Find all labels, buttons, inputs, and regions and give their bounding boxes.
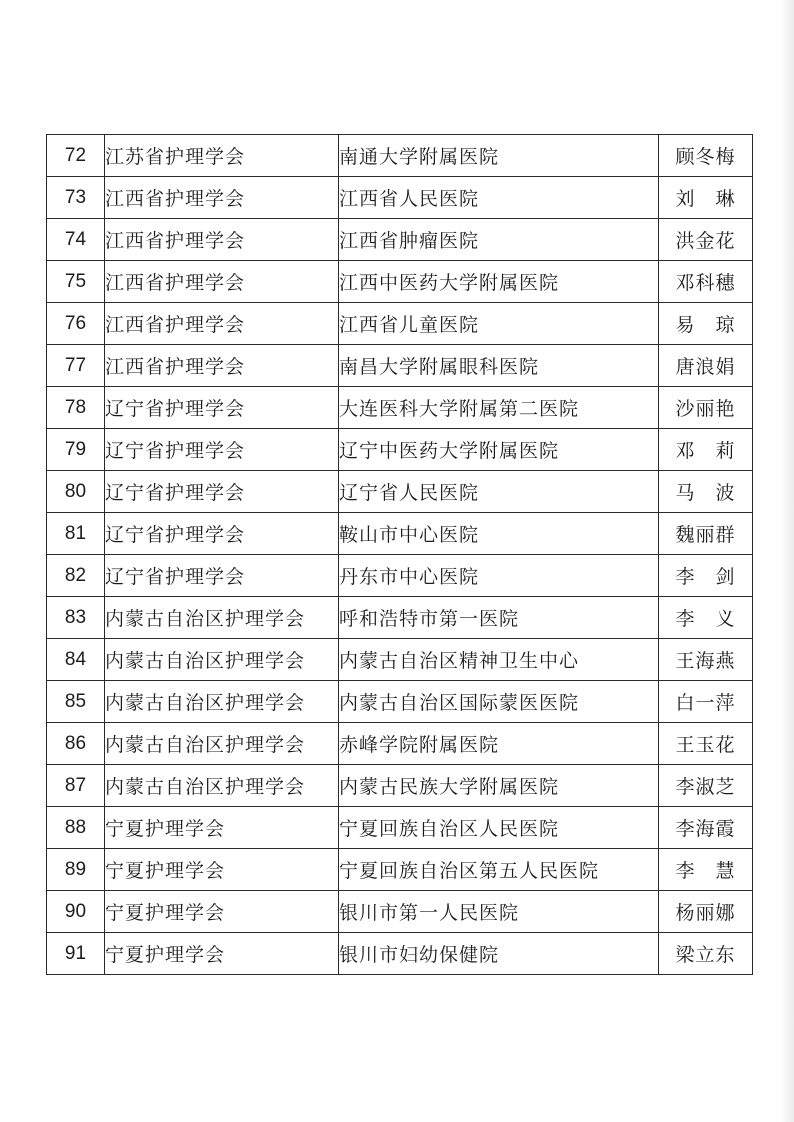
table-row	[47, 345, 753, 387]
row-number: 88	[47, 807, 105, 849]
row-number: 87	[47, 765, 105, 807]
row-number: 83	[47, 597, 105, 639]
association-name: 江西省护理学会	[105, 219, 339, 261]
association-name: 辽宁省护理学会	[105, 555, 339, 597]
association-name: 宁夏护理学会	[105, 807, 339, 849]
person-name: 顾冬梅	[659, 135, 753, 177]
roster-table	[46, 134, 753, 975]
person-name: 王海燕	[659, 639, 753, 681]
person-name: 邓 莉	[659, 429, 753, 471]
hospital-name: 辽宁省人民医院	[339, 471, 659, 513]
person-name: 杨丽娜	[659, 891, 753, 933]
association-name: 宁夏护理学会	[105, 891, 339, 933]
association-name: 辽宁省护理学会	[105, 429, 339, 471]
person-name: 李 义	[659, 597, 753, 639]
person-name: 刘 琳	[659, 177, 753, 219]
association-name: 辽宁省护理学会	[105, 513, 339, 555]
row-number: 81	[47, 513, 105, 555]
association-name: 内蒙古自治区护理学会	[105, 681, 339, 723]
person-name: 李 剑	[659, 555, 753, 597]
person-name: 邓科穗	[659, 261, 753, 303]
row-number: 75	[47, 261, 105, 303]
person-name: 洪金花	[659, 219, 753, 261]
hospital-name: 大连医科大学附属第二医院	[339, 387, 659, 429]
row-number: 78	[47, 387, 105, 429]
person-name: 唐浪娟	[659, 345, 753, 387]
table-row	[47, 933, 753, 975]
person-name: 沙丽艳	[659, 387, 753, 429]
table-row	[47, 807, 753, 849]
association-name: 内蒙古自治区护理学会	[105, 639, 339, 681]
hospital-name: 鞍山市中心医院	[339, 513, 659, 555]
page-edge-shadow	[780, 0, 794, 1122]
hospital-name: 丹东市中心医院	[339, 555, 659, 597]
hospital-name: 南昌大学附属眼科医院	[339, 345, 659, 387]
association-name: 内蒙古自治区护理学会	[105, 723, 339, 765]
hospital-name: 银川市第一人民医院	[339, 891, 659, 933]
person-name: 易 琼	[659, 303, 753, 345]
association-name: 江西省护理学会	[105, 177, 339, 219]
association-name: 宁夏护理学会	[105, 849, 339, 891]
association-name: 江西省护理学会	[105, 303, 339, 345]
hospital-name: 江西省人民医院	[339, 177, 659, 219]
hospital-name: 江西省肿瘤医院	[339, 219, 659, 261]
row-number: 80	[47, 471, 105, 513]
table-row	[47, 555, 753, 597]
table-row	[47, 681, 753, 723]
table-row	[47, 891, 753, 933]
row-number: 84	[47, 639, 105, 681]
row-number: 72	[47, 135, 105, 177]
person-name: 李淑芝	[659, 765, 753, 807]
table-row	[47, 513, 753, 555]
row-number: 89	[47, 849, 105, 891]
table-row	[47, 765, 753, 807]
table-row	[47, 639, 753, 681]
hospital-name: 内蒙古自治区国际蒙医医院	[339, 681, 659, 723]
row-number: 74	[47, 219, 105, 261]
table-row	[47, 219, 753, 261]
row-number: 82	[47, 555, 105, 597]
row-number: 79	[47, 429, 105, 471]
person-name: 马 波	[659, 471, 753, 513]
hospital-name: 江西中医药大学附属医院	[339, 261, 659, 303]
row-number: 73	[47, 177, 105, 219]
hospital-name: 南通大学附属医院	[339, 135, 659, 177]
association-name: 江苏省护理学会	[105, 135, 339, 177]
person-name: 白一萍	[659, 681, 753, 723]
table-row	[47, 387, 753, 429]
hospital-name: 宁夏回族自治区第五人民医院	[339, 849, 659, 891]
row-number: 76	[47, 303, 105, 345]
row-number: 90	[47, 891, 105, 933]
person-name: 王玉花	[659, 723, 753, 765]
hospital-name: 辽宁中医药大学附属医院	[339, 429, 659, 471]
person-name: 梁立东	[659, 933, 753, 975]
table-row	[47, 471, 753, 513]
association-name: 辽宁省护理学会	[105, 387, 339, 429]
hospital-name: 江西省儿童医院	[339, 303, 659, 345]
row-number: 91	[47, 933, 105, 975]
hospital-name: 内蒙古自治区精神卫生中心	[339, 639, 659, 681]
hospital-name: 宁夏回族自治区人民医院	[339, 807, 659, 849]
hospital-name: 赤峰学院附属医院	[339, 723, 659, 765]
row-number: 86	[47, 723, 105, 765]
association-name: 江西省护理学会	[105, 345, 339, 387]
table-row	[47, 135, 753, 177]
row-number: 77	[47, 345, 105, 387]
hospital-name: 呼和浩特市第一医院	[339, 597, 659, 639]
hospital-name: 银川市妇幼保健院	[339, 933, 659, 975]
table-row	[47, 849, 753, 891]
table-row	[47, 429, 753, 471]
hospital-name: 内蒙古民族大学附属医院	[339, 765, 659, 807]
person-name: 李海霞	[659, 807, 753, 849]
association-name: 内蒙古自治区护理学会	[105, 597, 339, 639]
table-row	[47, 597, 753, 639]
association-name: 辽宁省护理学会	[105, 471, 339, 513]
table-row	[47, 723, 753, 765]
association-name: 江西省护理学会	[105, 261, 339, 303]
roster-body	[47, 135, 753, 975]
association-name: 内蒙古自治区护理学会	[105, 765, 339, 807]
table-row	[47, 177, 753, 219]
person-name: 李 慧	[659, 849, 753, 891]
row-number: 85	[47, 681, 105, 723]
table-row	[47, 261, 753, 303]
association-name: 宁夏护理学会	[105, 933, 339, 975]
table-row	[47, 303, 753, 345]
person-name: 魏丽群	[659, 513, 753, 555]
